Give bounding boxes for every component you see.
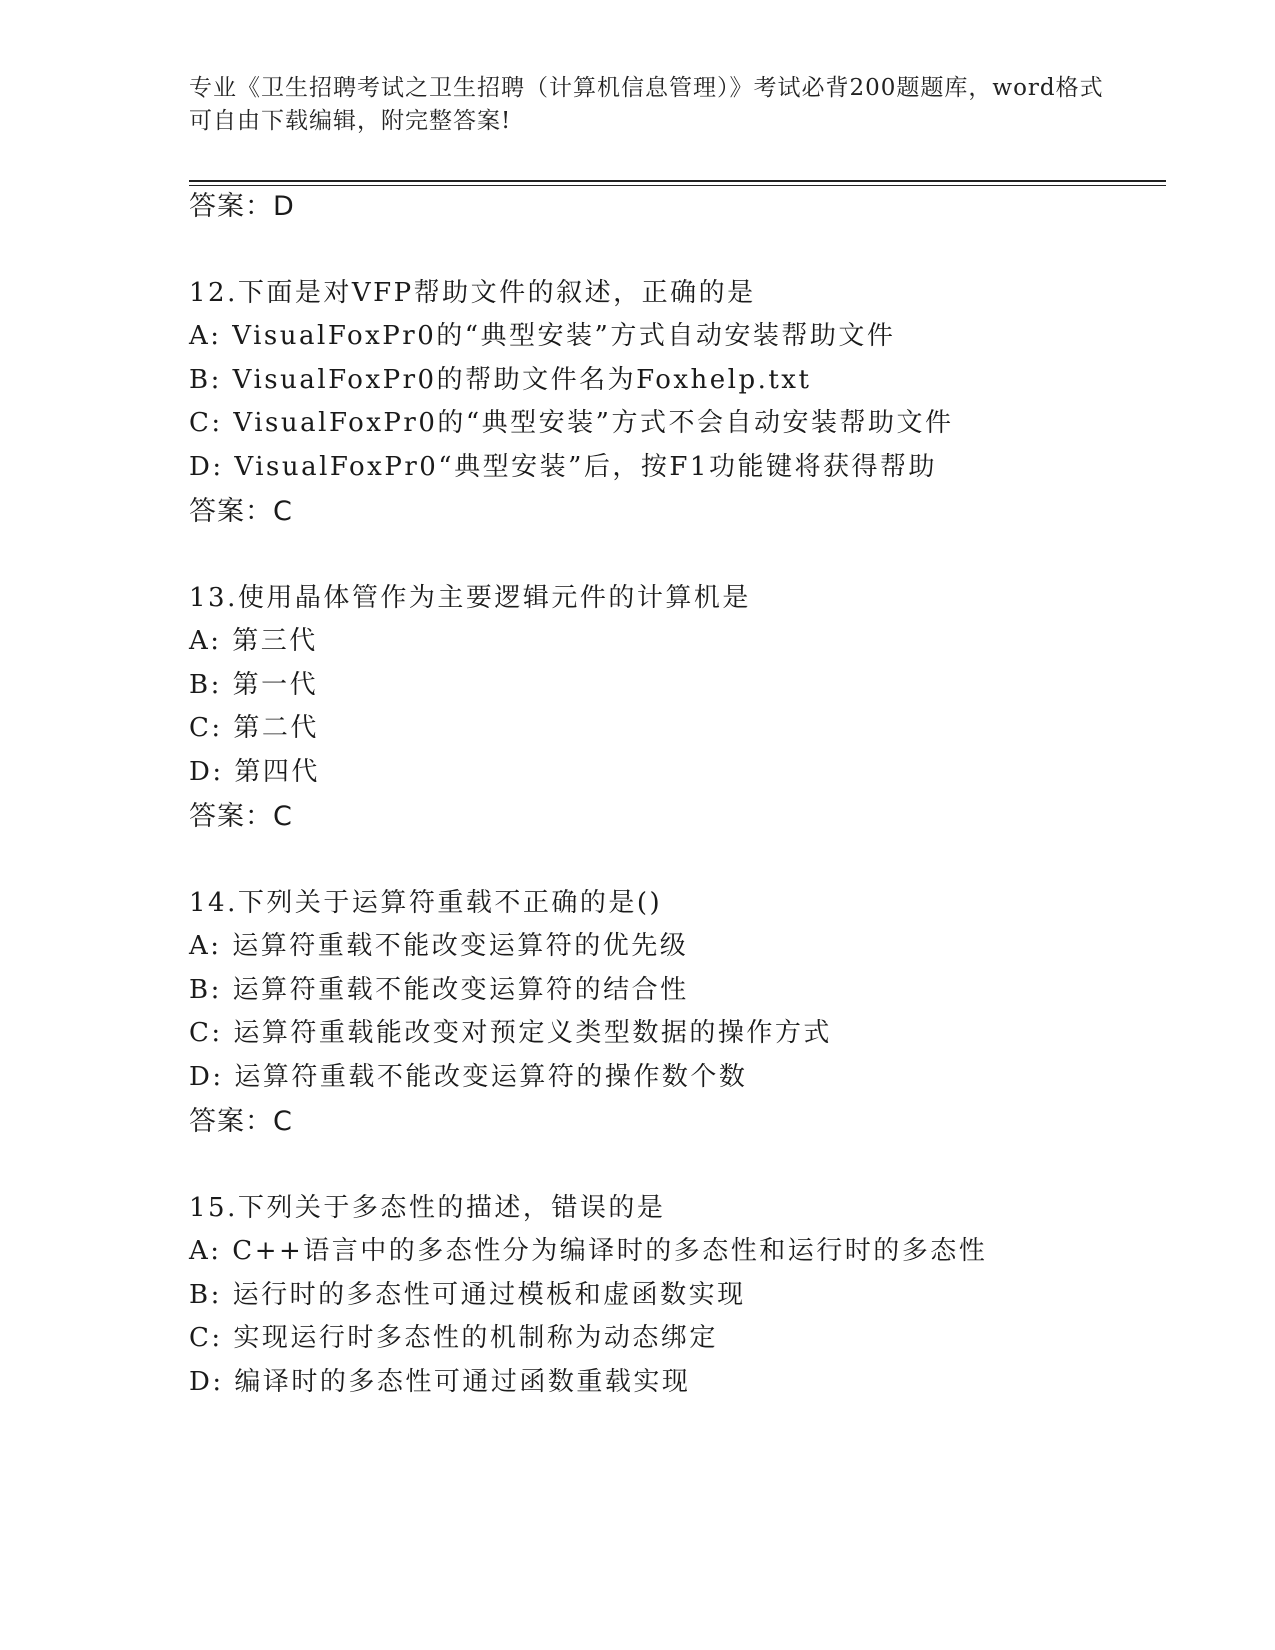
answer-line: 答案：C [189,1106,293,1137]
header-rule [189,180,1166,182]
option-a: A: 第三代 [189,626,318,656]
option-c: C: 实现运行时多态性的机制称为动态绑定 [189,1323,718,1353]
option-a: A: 运算符重载不能改变运算符的优先级 [189,931,689,961]
question-12: 12.下面是对VFP帮助文件的叙述，正确的是 [189,278,756,308]
option-c: C: 运算符重载能改变对预定义类型数据的操作方式 [189,1018,832,1048]
option-d: D: VisualFoxPr0“典型安装”后，按F1功能键将获得帮助 [189,452,937,482]
option-b: B: 第一代 [189,670,319,700]
question-13: 13.使用晶体管作为主要逻辑元件的计算机是 [189,583,751,613]
option-a: A: C++语言中的多态性分为编译时的多态性和运行时的多态性 [189,1236,988,1266]
question-15: 15.下列关于多态性的描述，错误的是 [189,1193,666,1223]
answer-line: 答案：C [189,496,293,527]
option-b: B: 运算符重载不能改变运算符的结合性 [189,975,689,1005]
option-b: B: 运行时的多态性可通过模板和虚函数实现 [189,1280,746,1310]
page-header-text: 专业《卫生招聘考试之卫生招聘（计算机信息管理）》考试必背200题题库，word格式可自由下载编辑，附完整答案! [189,75,1104,134]
option-a: A: VisualFoxPr0的“典型安装”方式自动安装帮助文件 [189,321,896,351]
option-d: D: 第四代 [189,757,320,787]
question-14: 14.下列关于运算符重载不正确的是() [189,888,663,918]
option-d: D: 运算符重载不能改变运算符的操作数个数 [189,1062,748,1092]
header-rule-thin [189,185,1166,186]
option-d: D: 编译时的多态性可通过函数重载实现 [189,1367,691,1397]
option-c: C: 第二代 [189,713,319,743]
answer-line: 答案：D [189,191,295,222]
answer-line: 答案：C [189,801,293,832]
option-c: C: VisualFoxPr0的“典型安装”方式不会自动安装帮助文件 [189,408,954,438]
option-b: B: VisualFoxPr0的帮助文件名为Foxhelp.txt [189,365,812,395]
